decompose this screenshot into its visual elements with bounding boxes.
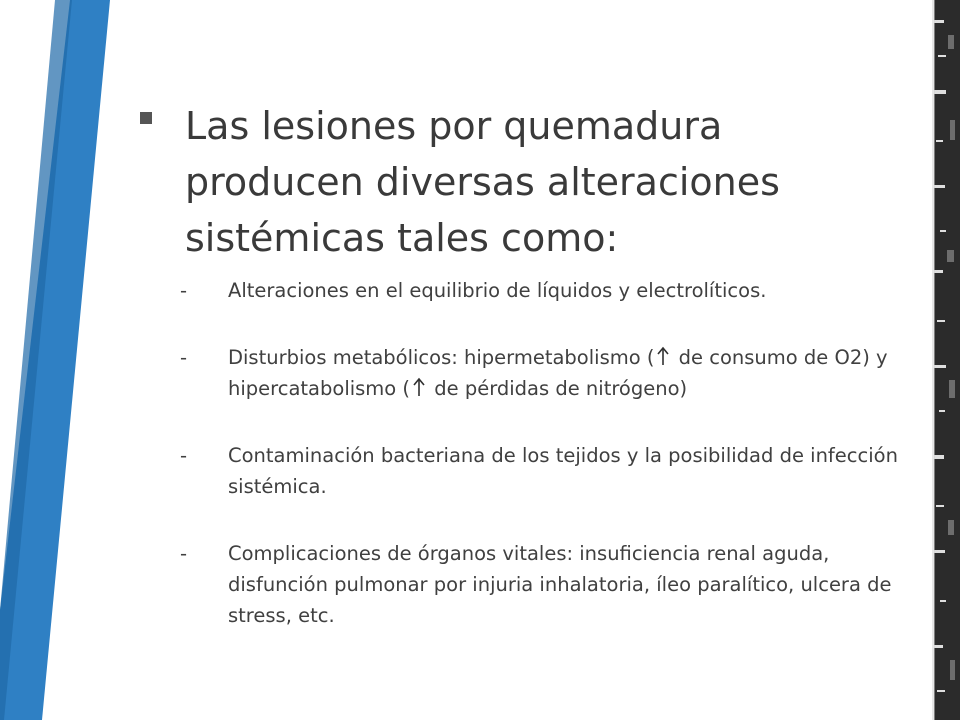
list-item xyxy=(178,440,898,502)
up-arrow-icon xyxy=(412,377,426,397)
list-item-text: Complicaciones de órganos vitales: insuficiencia renal aguda, disfunción pulmonar por injuria inhalatoria, íleo paralítico, ulcera de stress, etc. xyxy=(228,542,892,627)
list-item xyxy=(178,538,898,631)
list-item xyxy=(178,275,898,306)
list-item xyxy=(178,342,898,404)
list-item-text-part-2: de consumo de O2) y hipercatabolismo ( xyxy=(228,346,888,400)
dash-bullet: - xyxy=(180,346,188,369)
square-bullet-icon xyxy=(140,112,152,124)
list-item-text-part-1: Disturbios metabólicos: hipermetabolismo ( xyxy=(228,346,655,369)
decorative-grunge-strip xyxy=(920,0,960,720)
slide-title: Las lesiones por quemadura producen diversas alteraciones sistémicas tales como: xyxy=(185,104,780,260)
dash-bullet: - xyxy=(180,279,188,302)
list-item-text: Alteraciones en el equilibrio de líquidos y electrolíticos. xyxy=(228,279,767,302)
dash-bullet: - xyxy=(180,542,188,565)
sub-bullet-list xyxy=(178,275,898,631)
list-item-text: Contaminación bacteriana de los tejidos y la posibilidad de infección sistémica. xyxy=(228,444,898,498)
up-arrow-icon xyxy=(656,346,670,366)
list-item-text-part-3: de pérdidas de nitrógeno) xyxy=(428,377,688,400)
dash-bullet: - xyxy=(180,444,188,467)
